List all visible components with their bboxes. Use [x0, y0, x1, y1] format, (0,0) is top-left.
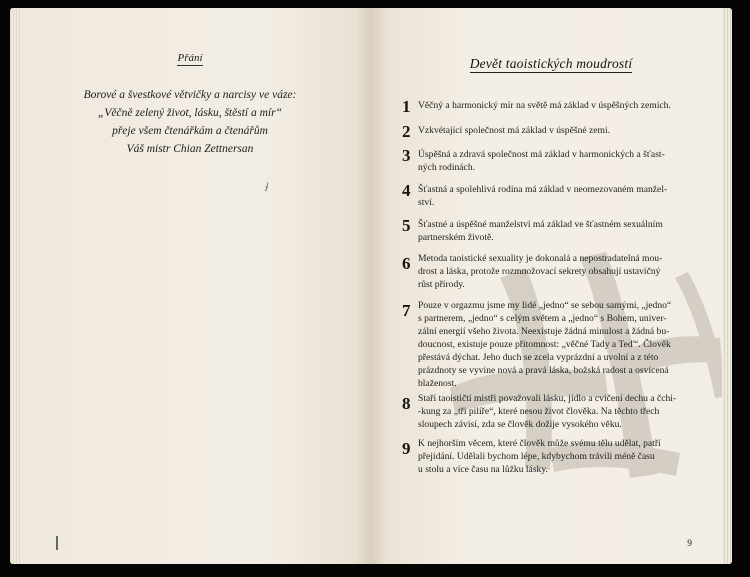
- item-number: 9: [402, 439, 411, 458]
- margin-mark: [56, 536, 58, 550]
- right-page: Devět taoistických moudrostí 1 Věčný a harmonický mír na světě má základ v úspěšných zemích. 2 Vzkvétající společnost má základ v úspěšné zemi. 3 Úspěšná a zdravá společnost má základ v harmonických a šťast- ných rodinách. 4 Šťastná a spolehlivá rodina má základ v neomezovaném manžel- ství. 5 Šťastné a úspěšné manželství má základ ve šťastném sexuálním partnerském životě. 6 Metoda taoistické sexuality je dokonalá a nepostradatelná mou- drost a láska, protože rozmnožovací sekrety obsahují ustavičný růst přírody. 7 Pouze v orgazmu jsme my lidé „jedno“ se sebou samými, „jedno“ s partnerem, „jedno“ s celým světem a „jedno“ s Bohem, univer- zální energií všeho života. Neexistuje žádná minulost a žádná bu- doucnost, existuje pouze přítomnost: „věčné Tady a Teď“. Člověk přestává dýchat. Jeho duch se zcela vyprázdní a uvolní a z této prázdnoty se vyvine nová a pravá láska, božská radost a osvícená blaženost. 8 Staří taoističtí mistři považovali lásku, jídlo a cvičení dechu a čchi- -kung za „tři pilíře“, které nesou život člověka. Na těchto třech sloupech závisí, zda se člověk dožije vysokého věku. 9 K nejhorším věcem, které člověk může svému tělu udělat, patří přejídání. Udělali bychom lépe, kdybychom trávili méně času u stolu a více času na lůžku lásky. 9: [370, 8, 732, 564]
- page-heading: Devět taoistických moudrostí: [469, 56, 633, 71]
- wish-title: Přání: [177, 52, 203, 64]
- wish-line: „Věčně zelený život, lásku, štěstí a mír“: [98, 107, 282, 119]
- item-number: 4: [402, 181, 411, 200]
- item-number: 7: [402, 301, 411, 320]
- page-number: 9: [687, 539, 692, 549]
- wish-line: přeje všem čtenářkám a čtenářům: [112, 125, 268, 137]
- wish-text: [10, 86, 370, 158]
- item-number: 1: [402, 97, 411, 116]
- item-number: 6: [402, 254, 411, 273]
- item-number: 3: [402, 146, 411, 165]
- wish-line: Borové a švestkové větvičky a narcisy ve váze:: [83, 89, 297, 101]
- item-number: 2: [402, 122, 411, 141]
- item-number: 8: [402, 394, 411, 413]
- left-page: [10, 8, 370, 564]
- ink-smudge: ɫ: [263, 179, 271, 195]
- wish-line: Váš mistr Chian Zettnersan: [126, 143, 254, 155]
- item-number: 5: [402, 216, 411, 235]
